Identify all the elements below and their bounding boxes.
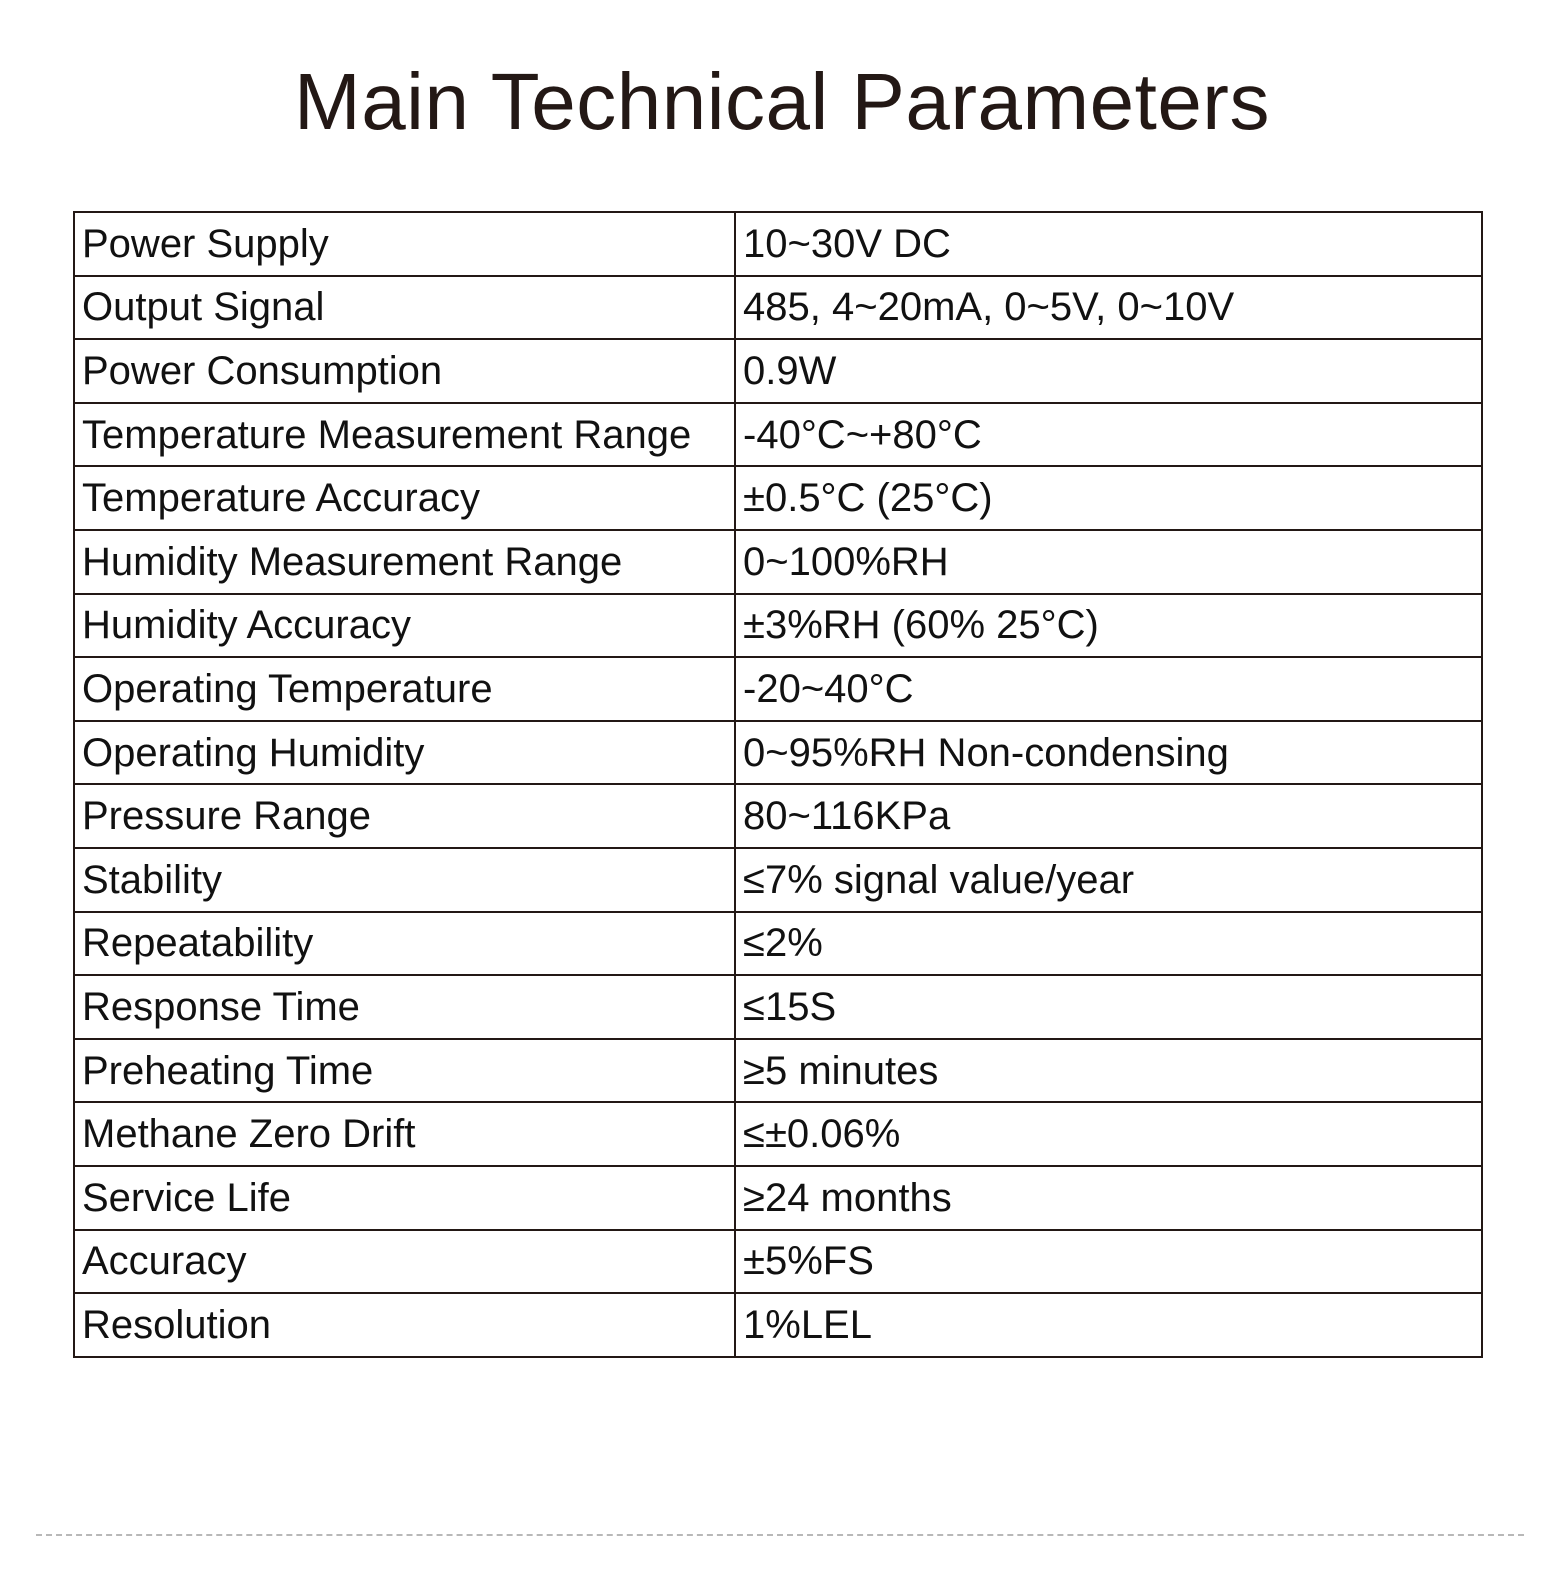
parameter-name: Response Time — [74, 975, 735, 1039]
parameter-value: ±5%FS — [735, 1230, 1482, 1294]
table-row — [74, 1166, 1482, 1230]
parameter-value: 485, 4~20mA, 0~5V, 0~10V — [735, 276, 1482, 340]
parameter-name: Operating Humidity — [74, 721, 735, 785]
table-row — [74, 912, 1482, 976]
parameter-value: ±0.5°C (25°C) — [735, 466, 1482, 530]
parameter-name: Humidity Accuracy — [74, 594, 735, 658]
parameter-value: ≤7% signal value/year — [735, 848, 1482, 912]
table-row — [74, 276, 1482, 340]
table-row — [74, 975, 1482, 1039]
table-row — [74, 466, 1482, 530]
parameter-value: -20~40°C — [735, 657, 1482, 721]
parameter-name: Power Supply — [74, 212, 735, 276]
parameter-value: ≤15S — [735, 975, 1482, 1039]
parameter-value: -40°C~+80°C — [735, 403, 1482, 467]
parameter-name: Output Signal — [74, 276, 735, 340]
table-row — [74, 594, 1482, 658]
table-row — [74, 339, 1482, 403]
parameter-value: 10~30V DC — [735, 212, 1482, 276]
parameters-table — [73, 211, 1483, 1358]
table-row — [74, 212, 1482, 276]
table-row — [74, 403, 1482, 467]
table-row — [74, 848, 1482, 912]
parameter-name: Pressure Range — [74, 784, 735, 848]
parameter-name: Power Consumption — [74, 339, 735, 403]
parameter-name: Preheating Time — [74, 1039, 735, 1103]
table-row — [74, 1102, 1482, 1166]
parameter-name: Temperature Accuracy — [74, 466, 735, 530]
parameter-value: 80~116KPa — [735, 784, 1482, 848]
table-row — [74, 1230, 1482, 1294]
table-row — [74, 530, 1482, 594]
parameter-name: Stability — [74, 848, 735, 912]
parameter-value: ≤2% — [735, 912, 1482, 976]
parameter-name: Accuracy — [74, 1230, 735, 1294]
dashed-divider — [36, 1534, 1524, 1536]
table-row — [74, 1293, 1482, 1357]
parameter-value: ≥24 months — [735, 1166, 1482, 1230]
page-title: Main Technical Parameters — [294, 57, 1270, 146]
parameter-value: 0~95%RH Non-condensing — [735, 721, 1482, 785]
parameter-name: Methane Zero Drift — [74, 1102, 735, 1166]
table-row — [74, 657, 1482, 721]
table-row — [74, 784, 1482, 848]
parameter-value: 0.9W — [735, 339, 1482, 403]
parameter-value: 1%LEL — [735, 1293, 1482, 1357]
parameter-name: Humidity Measurement Range — [74, 530, 735, 594]
table-row — [74, 1039, 1482, 1103]
parameter-name: Repeatability — [74, 912, 735, 976]
parameter-name: Service Life — [74, 1166, 735, 1230]
parameter-value: 0~100%RH — [735, 530, 1482, 594]
parameter-value: ±3%RH (60% 25°C) — [735, 594, 1482, 658]
table-row — [74, 721, 1482, 785]
parameter-value: ≤±0.06% — [735, 1102, 1482, 1166]
parameter-name: Temperature Measurement Range — [74, 403, 735, 467]
parameter-value: ≥5 minutes — [735, 1039, 1482, 1103]
parameter-name: Operating Temperature — [74, 657, 735, 721]
parameter-name: Resolution — [74, 1293, 735, 1357]
